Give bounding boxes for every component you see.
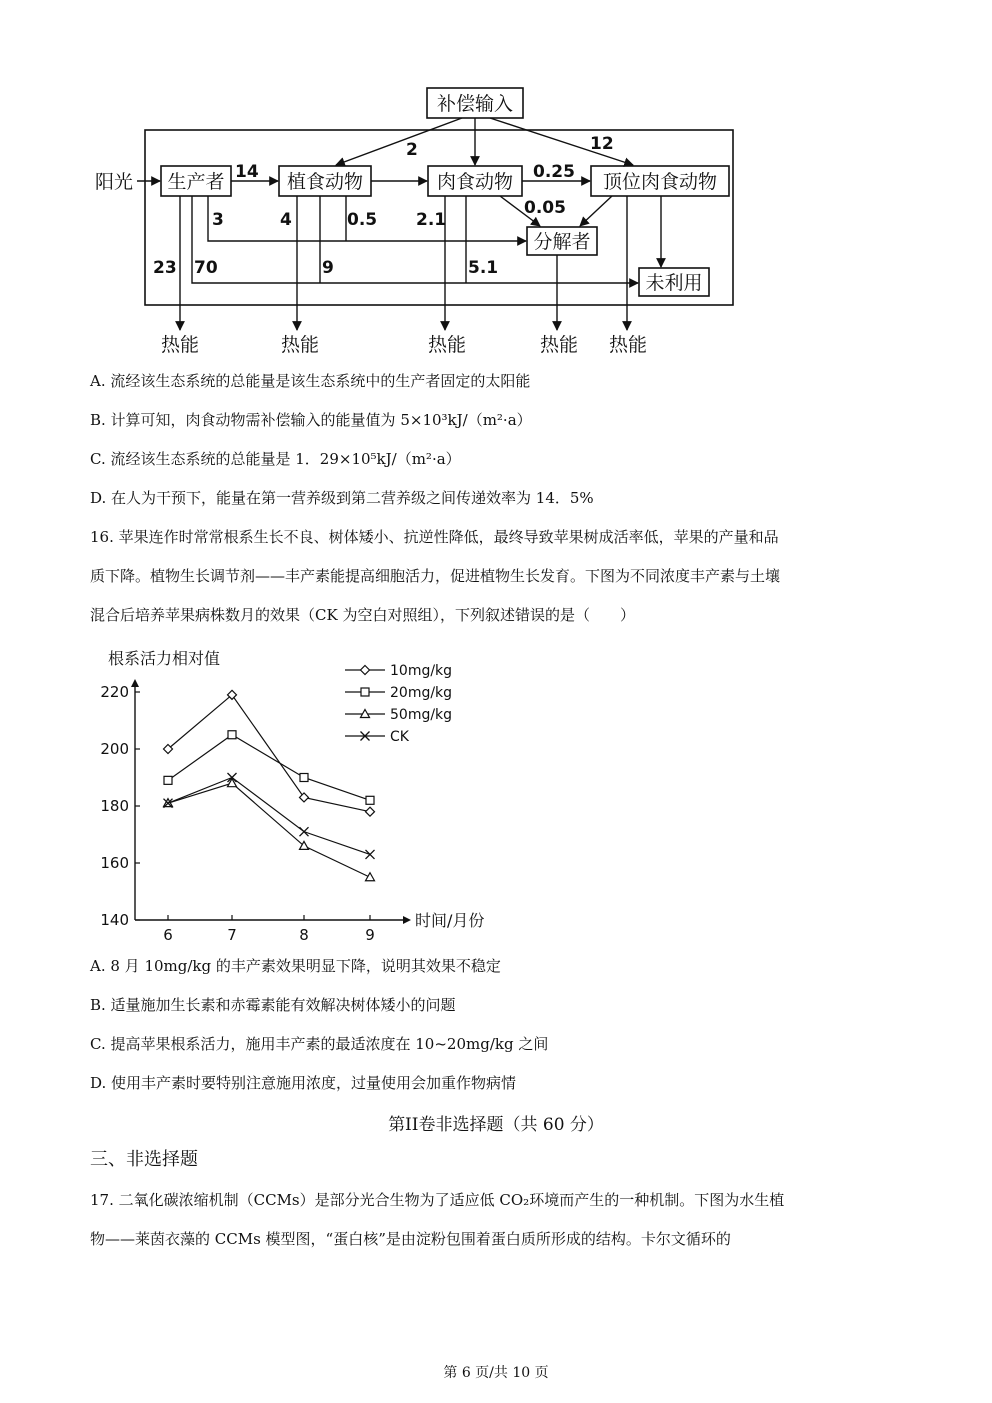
data-point: [366, 850, 375, 859]
sunlight-label: 阳光: [95, 171, 134, 193]
heat-label-top: 热能: [608, 334, 648, 356]
label-herb-heat: 4: [280, 210, 292, 230]
q17-stem-line-1: 17. 二氧化碳浓缩机制（CCMs）是部分光合生物为了适应低 CO₂环境而产生的一种机制。下图为水生植: [90, 1191, 785, 1209]
label-comp-top: 12: [590, 134, 614, 154]
q16-option-b: B. 适量施加生长素和赤霉素能有效解决树体矮小的问题: [90, 996, 456, 1014]
q16-stem-line-1: 16. 苹果连作时常常根系生长不良、树体矮小、抗逆性降低，最终导致苹果树成活率低，苹果的产量和品: [90, 528, 779, 546]
herbivore-label: 植食动物: [286, 171, 364, 193]
x-axis-arrowhead: [403, 916, 411, 924]
legend-label: 50mg/kg: [390, 707, 453, 723]
label-carn-decomp: 0.05: [524, 198, 566, 218]
legend-label: 20mg/kg: [390, 685, 453, 701]
label-prod-decomp: 3: [212, 210, 224, 230]
legend-label: CK: [390, 729, 409, 745]
label-prod-heat: 23: [153, 258, 177, 278]
q16-stem-line-2: 质下降。植物生长调节剂——丰产素能提高细胞活力，促进植物生长发育。下图为不同浓度丰产素与土壤: [90, 567, 781, 585]
data-point: [300, 827, 309, 836]
q16-option-a: A. 8 月 10mg/kg 的丰产素效果明显下降，说明其效果不稳定: [90, 957, 501, 975]
x-tick-label: 6: [163, 926, 173, 944]
q17-stem-line-2: 物——莱茵衣藻的 CCMs 模型图，“蛋白核”是由淀粉包围着蛋白质所形成的结构。卡尔文循环的: [90, 1230, 731, 1248]
data-point: [228, 731, 236, 739]
data-point: [366, 807, 375, 816]
y-axis-label: 根系活力相对值: [108, 649, 221, 668]
top-carnivore-label: 顶位肉食动物: [602, 171, 718, 193]
q16-stem-line-3: 混合后培养苹果病株数月的效果（CK 为空白对照组），下列叙述错误的是（ ）: [90, 606, 635, 624]
data-point: [366, 873, 375, 881]
compensation-label: 补偿输入: [436, 93, 514, 115]
legend-marker: [361, 688, 369, 696]
y-tick-label: 220: [100, 683, 129, 701]
data-point: [164, 776, 172, 784]
carnivore-label: 肉食动物: [436, 171, 514, 193]
label-prod-unused: 70: [194, 258, 218, 278]
producer-label: 生产者: [167, 171, 225, 193]
legend-label: 10mg/kg: [390, 663, 453, 679]
q15-option-c: C. 流经该生态系统的总能量是 1．29×10⁵kJ/（m²·a）: [90, 450, 461, 468]
q15-option-b: B. 计算可知，肉食动物需补偿输入的能量值为 5×10³kJ/（m²·a）: [90, 411, 532, 429]
x-tick-label: 9: [365, 926, 375, 944]
label-carn-heat: 2.1: [416, 210, 447, 230]
label-herb-unused: 9: [322, 258, 334, 278]
section-heading: 三、非选择题: [90, 1149, 198, 1170]
unused-label: 未利用: [645, 272, 703, 294]
heat-label-herbivore: 热能: [280, 334, 320, 356]
label-carn-top: 0.25: [533, 162, 575, 182]
q15-option-a: A. 流经该生态系统的总能量是该生态系统中的生产者固定的太阳能: [90, 372, 531, 390]
legend-marker: [361, 666, 370, 675]
y-tick-label: 180: [100, 797, 129, 815]
q15-option-d: D. 在人为干预下，能量在第一营养级到第二营养级之间传递效率为 14．5%: [90, 489, 594, 507]
series-line: [168, 783, 370, 877]
label-comp-herb: 2: [406, 140, 418, 160]
q16-option-d: D. 使用丰产素时要特别注意施用浓度，过量使用会加重作物病情: [90, 1074, 517, 1092]
x-tick-label: 7: [227, 926, 237, 944]
y-axis-arrowhead: [131, 679, 139, 687]
label-carn-unused: 5.1: [468, 258, 499, 278]
heat-label-decomposer: 热能: [539, 334, 579, 356]
y-tick-label: 140: [100, 911, 129, 929]
decomposer-label: 分解者: [533, 231, 591, 253]
x-tick-label: 8: [299, 926, 309, 944]
data-point: [300, 774, 308, 782]
label-herb-decomp: 0.5: [347, 210, 378, 230]
data-point: [366, 796, 374, 804]
y-tick-label: 200: [100, 740, 129, 758]
x-axis-label: 时间/月份: [415, 911, 485, 930]
data-point: [300, 793, 309, 802]
heat-label-carnivore: 热能: [427, 334, 467, 356]
part-title: 第II卷非选择题（共 60 分）: [388, 1115, 604, 1135]
page-footer: 第 6 页/共 10 页: [443, 1365, 549, 1381]
heat-label-producer: 热能: [160, 334, 200, 356]
q16-option-c: C. 提高苹果根系活力，施用丰产素的最适浓度在 10~20mg/kg 之间: [90, 1035, 549, 1053]
y-tick-label: 160: [100, 854, 129, 872]
label-prod-herb: 14: [235, 162, 259, 182]
